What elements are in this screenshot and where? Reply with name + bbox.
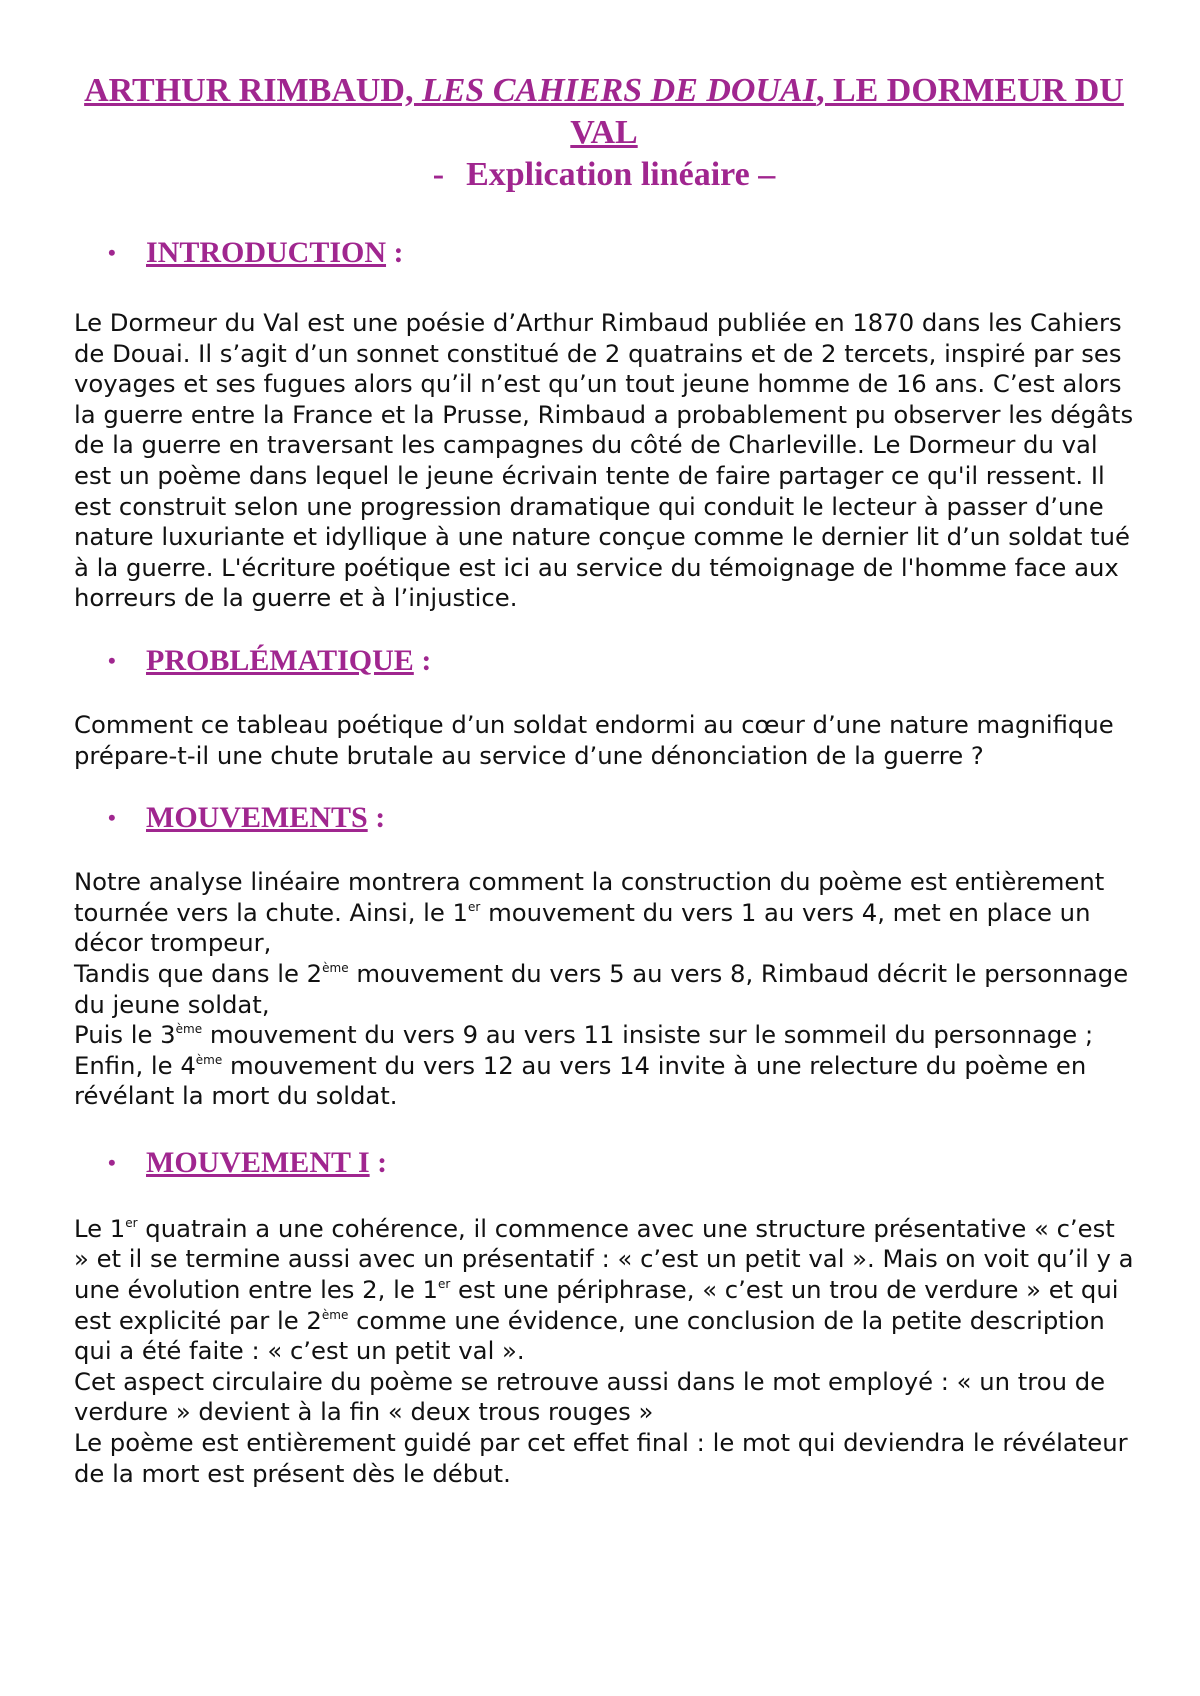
text-run: est une périphrase, « c’est un trou de verdure » et qui est explicité par le 2 xyxy=(74,1275,1119,1335)
introduction-text xyxy=(74,308,1134,614)
text-run: Tandis que dans le 2 xyxy=(74,958,323,988)
paragraph: Comment ce tableau poétique d’un soldat endormi au cœur d’une nature magnifique prépare-t-il une chute brutale au service d’une dénonciation de la guerre ? xyxy=(74,709,1114,770)
problematique-text xyxy=(74,710,1134,771)
title-collection: LES CAHIERS DE DOUAI xyxy=(421,72,816,109)
title-poem: , LE DORMEUR DU VAL xyxy=(570,72,1124,151)
subtitle-dash: - xyxy=(432,156,445,193)
heading-label: PROBLÉMATIQUE xyxy=(146,643,414,677)
superscript: ème xyxy=(321,1307,349,1322)
paragraph xyxy=(74,1020,1134,1051)
text-run: quatrain a une cohérence, il commence avec une structure présentative « c’est » et il se termine aussi avec un présentatif : « c’est un petit val ». Mais on voit qu’il y a une évolution entre les 2, le 1 xyxy=(74,1213,1134,1305)
text-run: comme une évidence, une conclusion de la petite description qui a été faite : « c’est un petit val ». xyxy=(74,1305,1105,1366)
paragraph: Le poème est entièrement guidé par cet effet final : le mot qui deviendra le révélateur de la mort est présent dès le début. xyxy=(74,1428,1128,1488)
paragraph: Le Dormeur du Val est une poésie d’Arthur Rimbaud publiée en 1870 dans les Cahiers de Douai. Il s’agit d’un sonnet constitué de 2 quatrains et de 2 tercets, inspiré par ses voyages et ses fugues alors qu’il n’est qu’un tout jeune homme de 16 ans. C’est alors la guerre entre la France et la Prusse, Rimbaud a probablement pu observer les dégâts de la guerre en traversant les campagnes du côté de Charleville. Le Dormeur du val est un poème dans lequel le jeune écrivain tente de faire partager ce qu'il ressent. Il est construit selon une progression dramatique qui conduit le lecteur à passer d’une nature luxuriante et idyllique à une nature conçue comme le dernier lit d’un soldat tué à la guerre. L'écriture poétique est ici au service du témoignage de l'homme face aux horreurs de la guerre et à l’injustice. xyxy=(74,308,1134,613)
heading-label: MOUVEMENT I xyxy=(146,1145,370,1179)
text-run: mouvement du vers 1 au vers 4, met en place un décor trompeur, xyxy=(74,897,1091,958)
text-run: mouvement du vers 5 au vers 8, Rimbaud décrit le personnage du jeune soldat, xyxy=(74,958,1129,1019)
superscript: ème xyxy=(322,960,349,975)
subtitle-text: Explication linéaire – xyxy=(466,156,776,193)
heading-label: MOUVEMENTS xyxy=(146,801,368,835)
document-title xyxy=(74,70,1134,154)
bullet-icon: • xyxy=(108,1149,116,1175)
section-heading-mouvement-1 xyxy=(74,1144,1134,1182)
heading-colon: : xyxy=(369,1145,388,1179)
document-subtitle xyxy=(74,154,1134,196)
title-author: ARTHUR RIMBAUD, xyxy=(84,72,422,109)
superscript: er xyxy=(125,1215,138,1230)
bullet-icon: • xyxy=(108,240,116,265)
paragraph xyxy=(74,1051,1134,1112)
text-run: Puis le 3 xyxy=(74,1020,176,1050)
text-run: mouvement du vers 9 au vers 11 insiste sur le sommeil du personnage ; xyxy=(202,1020,1094,1050)
superscript: ème xyxy=(175,1022,203,1037)
section-heading-mouvements xyxy=(74,799,1134,837)
text-run: Le 1 xyxy=(74,1213,126,1243)
paragraph xyxy=(74,959,1134,1020)
paragraph xyxy=(74,1214,1134,1367)
text-run: mouvement du vers 12 au vers 14 invite à une relecture du poème en révélant la mort du soldat. xyxy=(74,1050,1087,1111)
section-heading-problematique xyxy=(74,642,1134,680)
heading-colon: : xyxy=(413,643,432,677)
superscript: er xyxy=(468,899,481,914)
heading-colon: : xyxy=(386,236,404,269)
bullet-icon: • xyxy=(108,805,116,831)
paragraph xyxy=(74,867,1134,959)
superscript: er xyxy=(437,1277,451,1292)
mouvement-1-text xyxy=(74,1214,1134,1489)
mouvements-text xyxy=(74,867,1134,1112)
text-run: Enfin, le 4 xyxy=(74,1050,196,1080)
document-page xyxy=(74,70,1134,1489)
heading-label: INTRODUCTION xyxy=(146,236,387,269)
section-heading-introduction xyxy=(74,234,1134,272)
superscript: ème xyxy=(195,1052,223,1067)
bullet-icon: • xyxy=(108,647,116,673)
paragraph: Cet aspect circulaire du poème se retrouve aussi dans le mot employé : « un trou de verdure » devient à la fin « deux trous rouges » xyxy=(74,1366,1106,1427)
text-run: Notre analyse linéaire montrera comment la construction du poème est entièrement tournée vers la chute. Ainsi, le 1 xyxy=(74,867,1105,927)
heading-colon: : xyxy=(367,801,386,835)
